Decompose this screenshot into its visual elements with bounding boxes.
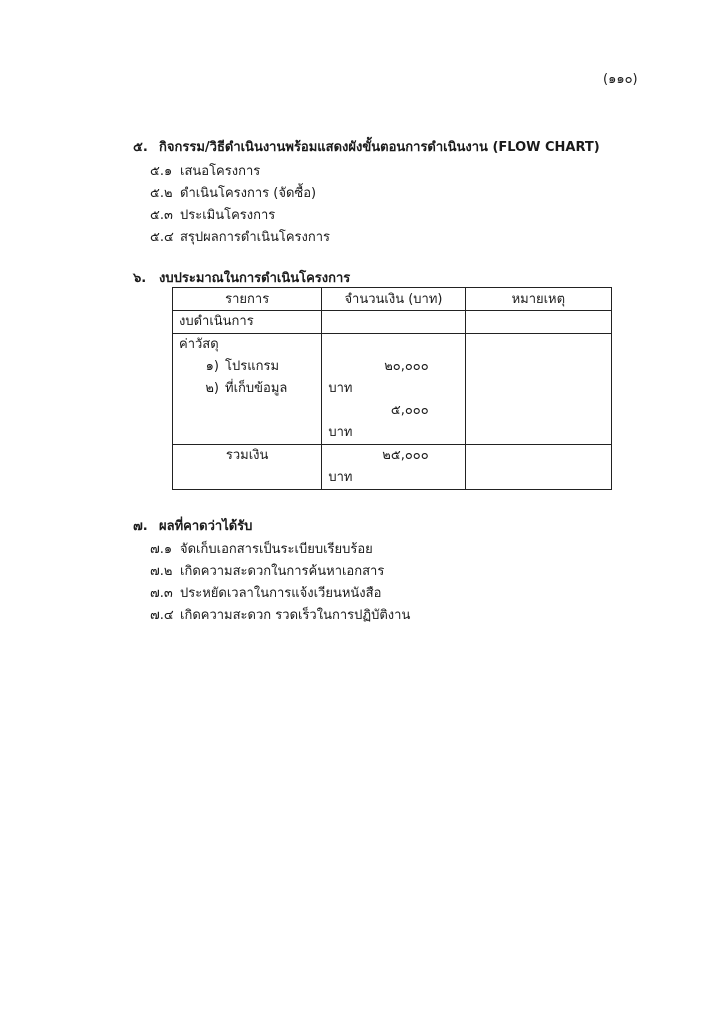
operation-budget-cell: งบดำเนินการ <box>173 311 322 334</box>
spacer <box>328 334 458 356</box>
section-7-item <box>150 582 381 603</box>
item-number: ๗.๔ <box>150 608 174 623</box>
table-row <box>173 311 612 334</box>
item-number: ๗.๒ <box>150 564 173 579</box>
materials-item-number: ๑) <box>205 359 219 374</box>
section-5-heading <box>133 136 600 157</box>
total-amount-unit: บาท <box>328 470 353 485</box>
materials-item-label: โปรแกรม <box>225 359 280 374</box>
item-text: เกิดความสะดวกในการค้นหาเอกสาร <box>180 564 385 579</box>
section-7-item <box>150 604 410 625</box>
section-7-item <box>150 538 373 559</box>
materials-item <box>179 378 315 400</box>
section-5-number: ๕. <box>133 140 148 155</box>
table-row <box>173 445 612 490</box>
amount-value: ๒๐,๐๐๐ <box>384 359 429 374</box>
section-6-title: งบประมาณในการดำเนินโครงการ <box>159 271 351 286</box>
item-number: ๕.๔ <box>150 230 174 245</box>
item-text: เสนอโครงการ <box>180 164 261 179</box>
section-6-number: ๖. <box>133 271 147 286</box>
item-number: ๗.๓ <box>150 586 173 601</box>
item-text: เกิดความสะดวก รวดเร็วในการปฏิบัติงาน <box>180 608 411 623</box>
page-number: (๑๑๐) <box>603 72 638 87</box>
materials-item-label: ที่เก็บข้อมูล <box>225 381 288 396</box>
spacer <box>179 422 315 444</box>
materials-item <box>179 356 315 378</box>
item-text: สรุปผลการดำเนินโครงการ <box>180 230 331 245</box>
materials-cell <box>173 334 322 445</box>
materials-item-number: ๒) <box>205 381 219 396</box>
operation-remarks-cell <box>465 311 611 334</box>
header-amount: จำนวนเงิน (บาท) <box>322 288 465 311</box>
amount-unit: บาท <box>328 381 353 396</box>
total-label: รวมเงิน <box>225 448 269 463</box>
item-number: ๕.๑ <box>150 164 173 179</box>
total-amount-cell <box>322 445 465 490</box>
item-text: ประเมินโครงการ <box>180 208 276 223</box>
section-5-title: กิจกรรม/วิธีดำเนินงานพร้อมแสดงผังขั้นตอนการดำเนินงาน (FLOW CHART) <box>159 140 600 155</box>
total-remarks-cell <box>465 445 611 490</box>
materials-remarks-cell <box>465 334 611 445</box>
item-text: ประหยัดเวลาในการแจ้งเวียนหนังสือ <box>180 586 382 601</box>
section-6-heading <box>133 267 350 288</box>
section-5-item <box>150 204 275 225</box>
section-7-number: ๗. <box>133 519 148 534</box>
amount-unit: บาท <box>328 425 353 440</box>
section-7-heading <box>133 515 252 536</box>
total-amount-value: ๒๕,๐๐๐ <box>382 448 429 463</box>
operation-amount-cell <box>322 311 465 334</box>
section-7-item <box>150 560 384 581</box>
section-7-title: ผลที่คาดว่าได้รับ <box>159 519 253 534</box>
item-number: ๕.๒ <box>150 186 173 201</box>
item-text: ดำเนินโครงการ (จัดซื้อ) <box>180 186 317 201</box>
total-cell <box>173 445 322 490</box>
header-remarks: หมายเหตุ <box>465 288 611 311</box>
table-row <box>173 334 612 445</box>
section-5-item <box>150 182 316 203</box>
amount-value: ๕,๐๐๐ <box>390 403 429 418</box>
table-header-row <box>173 288 612 311</box>
materials-label: ค่าวัสดุ <box>179 337 219 352</box>
spacer <box>179 400 315 422</box>
budget-table <box>172 287 612 490</box>
item-number: ๕.๓ <box>150 208 173 223</box>
item-text: จัดเก็บเอกสารเป็นระเบียบเรียบร้อย <box>180 542 373 557</box>
spacer <box>179 467 315 489</box>
header-item: รายการ <box>173 288 322 311</box>
item-number: ๗.๑ <box>150 542 173 557</box>
materials-amount-cell <box>322 334 465 445</box>
section-5-item <box>150 160 260 181</box>
section-5-item <box>150 226 330 247</box>
